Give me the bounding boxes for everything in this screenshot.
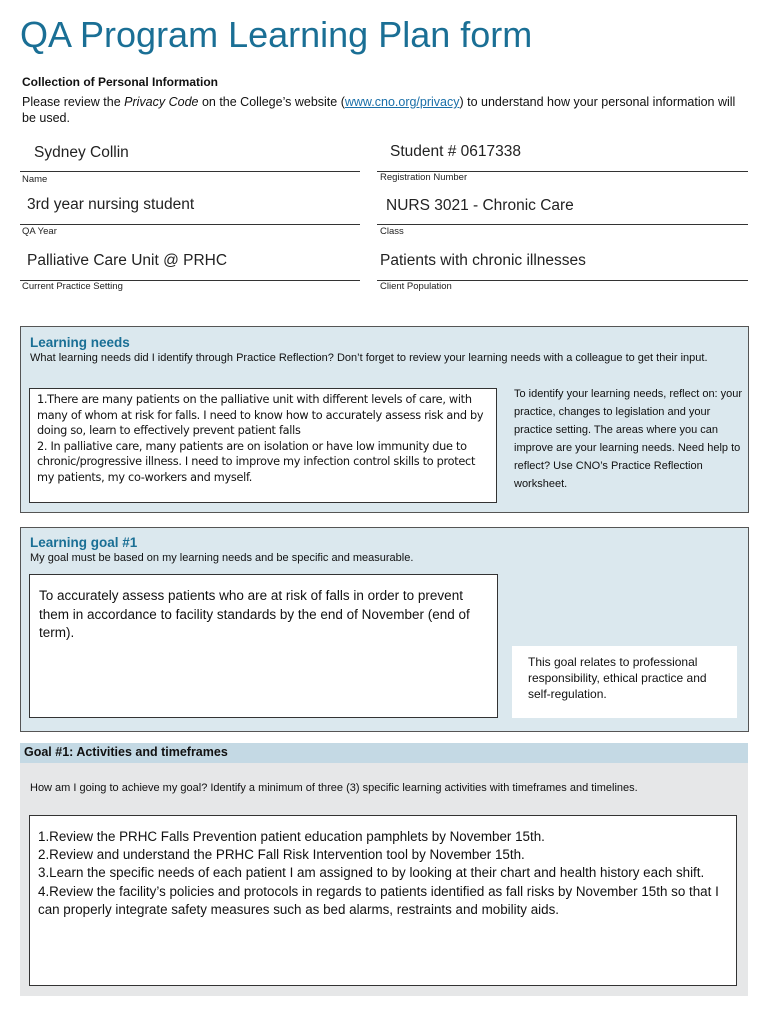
activities-answer-box[interactable]: [29, 815, 737, 986]
name-label: Name: [22, 174, 48, 185]
goal-relates-box: [512, 646, 737, 718]
class-label: Class: [380, 226, 404, 237]
learning-needs-answer-box[interactable]: [29, 388, 497, 503]
activity-item-2: 2.Review and understand the PRHC Fall Risk Intervention tool by November 15th.: [38, 847, 525, 863]
learning-needs-heading: Learning needs: [30, 335, 130, 350]
privacy-text-3: ) to understand how your personal information will be used.: [22, 95, 736, 125]
name-underline: [20, 171, 360, 172]
page-title: QA Program Learning Plan form: [20, 14, 533, 55]
activities-heading: Goal #1: Activities and timeframes: [24, 745, 228, 759]
activity-item-1: 1.Review the PRHC Falls Prevention patient education pamphlets by November 15th.: [38, 829, 545, 844]
class-underline: [377, 224, 748, 225]
learning-needs-prompt: What learning needs did I identify through Practice Reflection? Don’t forget to review your learning needs with a colleague to get their input.: [30, 352, 708, 364]
practice-setting-value[interactable]: Palliative Care Unit @ PRHC: [27, 252, 228, 269]
privacy-text-2: on the College’s website (: [198, 95, 345, 109]
name-value[interactable]: Sydney Collin: [34, 144, 129, 161]
class-value[interactable]: NURS 3021 - Chronic Care: [386, 197, 574, 214]
learning-goal-prompt: My goal must be based on my learning needs and be specific and measurable.: [30, 552, 414, 564]
learning-needs-tip: To identify your learning needs, reflect on: your practice, changes to legislation and your practice setting. The areas where you can improve are your learning needs. Need help to reflect? Use CNO’s Practice Reflection worksheet.: [514, 388, 743, 490]
registration-label: Registration Number: [380, 172, 468, 183]
privacy-notice: [22, 94, 742, 126]
learning-goal-answer: To accurately assess patients who are at risk of falls in order to prevent them in accordance to facility standards by the end of November (end of term).: [39, 588, 470, 640]
collection-heading: Collection of Personal Information: [22, 75, 219, 89]
client-population-label: Client Population: [380, 281, 452, 292]
learning-goal-answer-box[interactable]: [29, 574, 498, 718]
privacy-text-1: Please review the: [22, 95, 125, 109]
qa-year-value[interactable]: 3rd year nursing student: [27, 196, 195, 213]
learning-goal-heading: Learning goal #1: [30, 535, 138, 550]
privacy-code-italic: Privacy Code: [124, 95, 199, 109]
activity-item-4: 4.Review the facility’s policies and protocols in regards to patients identified as fall risks by November 15th so that I can properly integrate safety measures such as bed alarms, restraints and mobility aids.: [38, 883, 719, 917]
learning-needs-answer: 1.There are many patients on the palliative unit with different levels of care, with many of whom at risk for falls. I need to know how to accurately assess risk and by doing so, learn to effectively prevent patient falls 2. In palliative care, many patients are on isolation or have low immunity due to chronic/progressive illness. I need to improve my infection control skills to protect my patients, my co-workers and myself.: [37, 393, 484, 484]
registration-value[interactable]: Student # 0617338: [390, 143, 522, 160]
activities-prompt: How am I going to achieve my goal? Identify a minimum of three (3) specific learning activities with timeframes and timelines.: [30, 782, 638, 794]
qa-year-underline: [20, 224, 360, 225]
qa-year-label: QA Year: [22, 226, 57, 237]
privacy-link[interactable]: www.cno.org/privacy: [344, 95, 460, 109]
activity-item-3: 3.Learn the specific needs of each patient I am assigned to by looking at their chart and health history each shift.: [38, 865, 705, 881]
client-population-value[interactable]: Patients with chronic illnesses: [380, 252, 586, 269]
goal-relates-text: This goal relates to professional responsibility, ethical practice and self-regulation.: [528, 655, 707, 701]
practice-setting-label: Current Practice Setting: [22, 281, 123, 292]
activities-heading-bar: [20, 743, 748, 763]
